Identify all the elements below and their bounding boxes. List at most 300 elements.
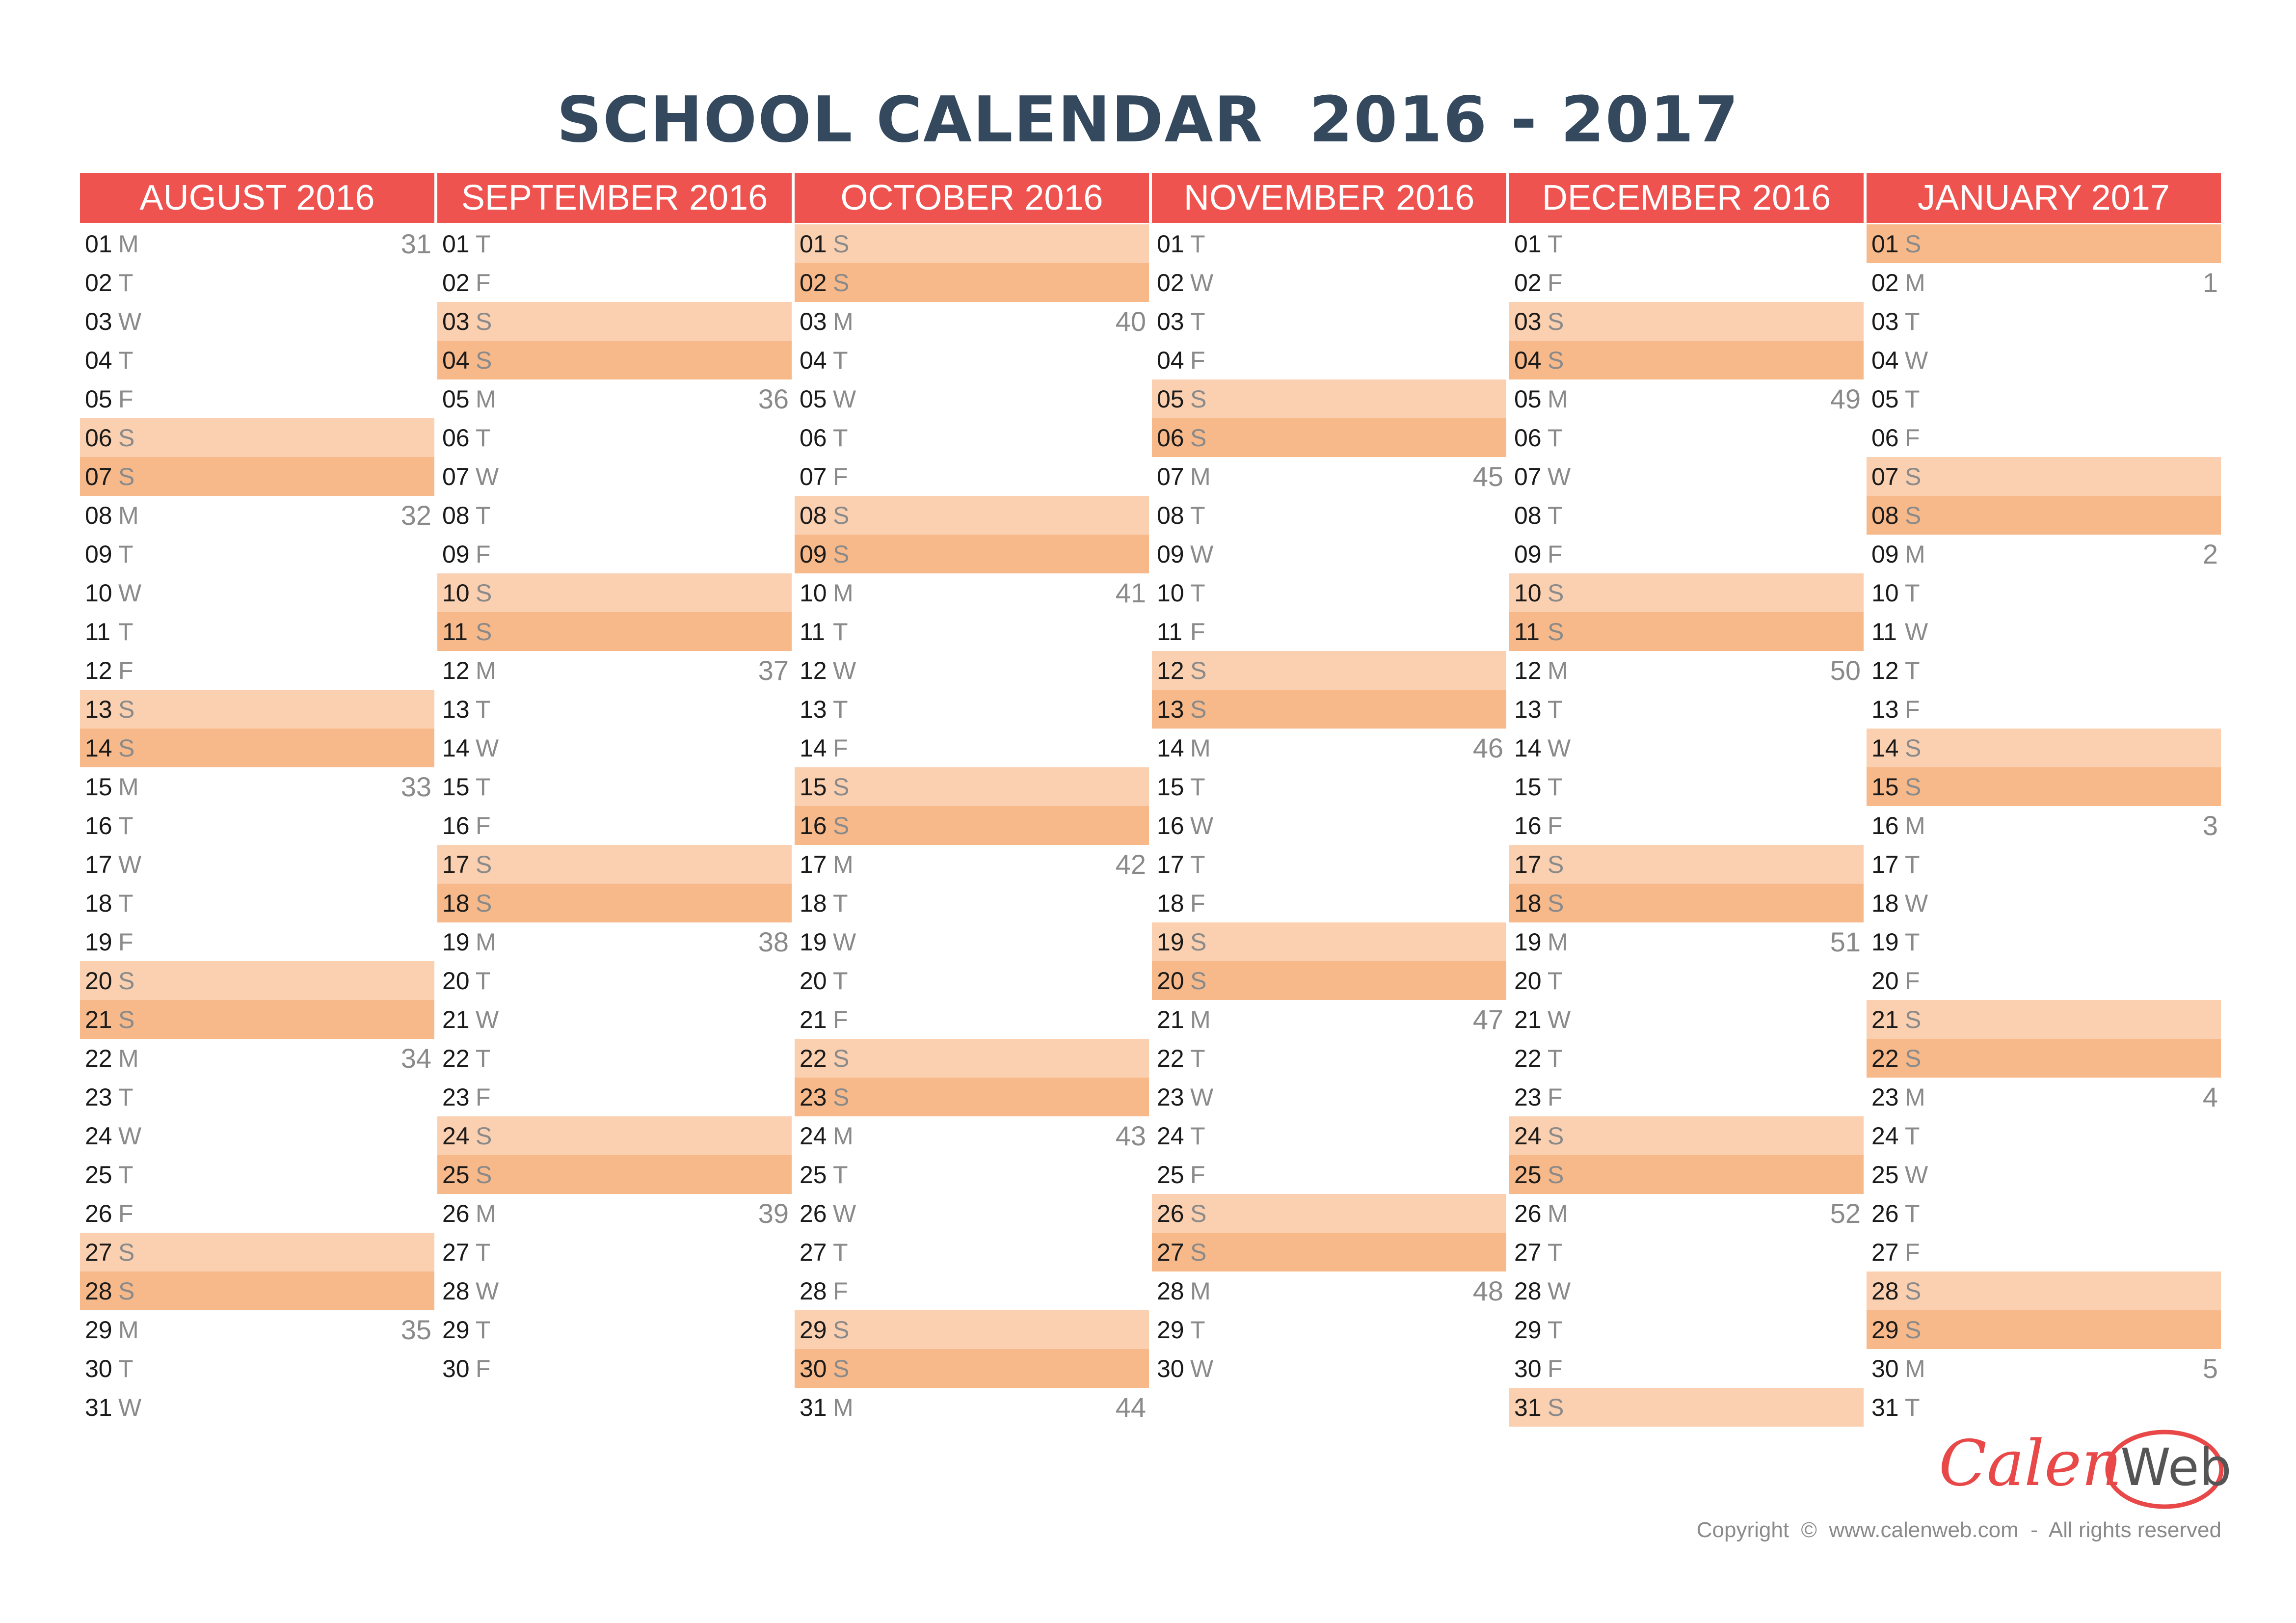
day-number: 06 xyxy=(1871,424,1899,452)
day-number: 07 xyxy=(442,462,470,490)
week-number: 43 xyxy=(1115,1120,1146,1151)
weekday-letter: T xyxy=(1190,1122,1205,1150)
week-number: 42 xyxy=(1115,849,1146,880)
month-column xyxy=(1867,173,2224,1427)
day-number: 30 xyxy=(85,1354,112,1382)
day-row xyxy=(437,845,792,884)
weekday-letter: S xyxy=(118,695,135,723)
day-number: 22 xyxy=(1157,1044,1184,1072)
day-row xyxy=(1152,884,1506,922)
day-number: 08 xyxy=(1514,501,1542,529)
day-number: 11 xyxy=(442,618,468,646)
weekday-letter: S xyxy=(833,1354,850,1382)
day-row xyxy=(1152,845,1506,884)
weekday-letter: S xyxy=(1190,1238,1207,1266)
day-row xyxy=(1509,1349,1864,1388)
weekday-letter: W xyxy=(118,307,142,335)
day-number: 04 xyxy=(1514,346,1542,374)
weekday-letter: W xyxy=(1548,462,1571,490)
weekday-letter: S xyxy=(1905,1316,1922,1344)
weekday-letter: T xyxy=(833,695,848,723)
day-number: 28 xyxy=(442,1277,470,1305)
day-number: 08 xyxy=(442,501,470,529)
day-number: 02 xyxy=(1871,269,1899,297)
day-number: 18 xyxy=(1871,889,1899,917)
day-row xyxy=(1152,263,1506,302)
day-row xyxy=(80,767,434,806)
day-row xyxy=(437,806,792,845)
weekday-letter: W xyxy=(833,1199,856,1227)
day-number: 04 xyxy=(1157,346,1184,374)
day-number: 17 xyxy=(85,850,112,878)
weekday-letter: T xyxy=(1190,579,1205,607)
day-number: 25 xyxy=(85,1161,112,1189)
day-number: 24 xyxy=(1514,1122,1542,1150)
weekday-letter: M xyxy=(833,1122,854,1150)
day-row xyxy=(1152,651,1506,690)
weekday-letter: T xyxy=(833,967,848,995)
day-number: 10 xyxy=(1514,579,1542,607)
day-row xyxy=(80,884,434,922)
weekday-letter: W xyxy=(1905,346,1928,374)
day-row xyxy=(1152,1349,1506,1388)
weekday-letter: M xyxy=(1905,1083,1925,1111)
day-number: 24 xyxy=(85,1122,112,1150)
day-number: 08 xyxy=(1157,501,1184,529)
day-row xyxy=(1152,1078,1506,1116)
weekday-letter: T xyxy=(1905,579,1920,607)
day-number: 26 xyxy=(800,1199,827,1227)
weekday-letter: F xyxy=(118,385,133,413)
day-row xyxy=(1152,457,1506,496)
day-number: 14 xyxy=(1871,734,1899,762)
day-number: 13 xyxy=(442,695,470,723)
day-number: 04 xyxy=(85,346,112,374)
day-row xyxy=(1867,341,2221,379)
weekday-letter: T xyxy=(476,424,491,452)
day-number: 11 xyxy=(1514,618,1540,646)
day-row xyxy=(1867,224,2221,263)
day-number: 30 xyxy=(442,1354,470,1382)
day-number: 01 xyxy=(1514,230,1542,258)
day-row xyxy=(437,651,792,690)
weekday-letter: S xyxy=(1905,1005,1922,1033)
day-row xyxy=(437,1116,792,1155)
day-row xyxy=(1509,1388,1864,1427)
weekday-letter: T xyxy=(118,1161,133,1189)
day-row xyxy=(1152,302,1506,341)
day-number: 02 xyxy=(85,269,112,297)
weekday-letter: T xyxy=(1548,967,1563,995)
day-row xyxy=(795,1039,1149,1078)
day-row xyxy=(1152,1116,1506,1155)
week-number: 1 xyxy=(2202,267,2218,298)
day-number: 30 xyxy=(1157,1354,1184,1382)
day-number: 24 xyxy=(1157,1122,1184,1150)
day-number: 25 xyxy=(1157,1161,1184,1189)
weekday-letter: S xyxy=(1548,307,1564,335)
weekday-letter: M xyxy=(476,1199,496,1227)
day-row xyxy=(795,418,1149,457)
day-number: 25 xyxy=(1514,1161,1542,1189)
day-row xyxy=(1509,729,1864,767)
day-number: 07 xyxy=(1514,462,1542,490)
day-row xyxy=(1152,767,1506,806)
weekday-letter: S xyxy=(1548,889,1564,917)
day-number: 26 xyxy=(1514,1199,1542,1227)
day-number: 09 xyxy=(800,540,827,568)
weekday-letter: F xyxy=(1548,812,1563,839)
weekday-letter: S xyxy=(476,889,492,917)
month-column xyxy=(80,173,437,1427)
day-row xyxy=(1509,1116,1864,1155)
weekday-letter: T xyxy=(1190,850,1205,878)
day-number: 05 xyxy=(1871,385,1899,413)
weekday-letter: T xyxy=(833,889,848,917)
day-number: 26 xyxy=(1871,1199,1899,1227)
day-row xyxy=(437,263,792,302)
day-number: 17 xyxy=(1157,850,1184,878)
weekday-letter: M xyxy=(1548,385,1568,413)
weekday-letter: T xyxy=(833,424,848,452)
day-number: 21 xyxy=(442,1005,470,1033)
day-number: 01 xyxy=(85,230,112,258)
day-row xyxy=(795,1388,1149,1427)
day-number: 02 xyxy=(1157,269,1184,297)
day-row xyxy=(1867,457,2221,496)
weekday-letter: W xyxy=(118,579,142,607)
day-number: 23 xyxy=(800,1083,827,1111)
weekday-letter: T xyxy=(1905,1122,1920,1150)
weekday-letter: W xyxy=(476,1005,499,1033)
day-number: 15 xyxy=(1514,773,1542,801)
day-number: 31 xyxy=(1871,1393,1899,1421)
day-number: 14 xyxy=(1514,734,1542,762)
weekday-letter: W xyxy=(833,656,856,684)
day-number: 12 xyxy=(1157,656,1184,684)
day-number: 05 xyxy=(800,385,827,413)
month-column xyxy=(1509,173,1867,1427)
day-row xyxy=(80,690,434,729)
day-row xyxy=(1152,496,1506,535)
day-row xyxy=(1867,496,2221,535)
weekday-letter: M xyxy=(476,928,496,956)
day-number: 20 xyxy=(1871,967,1899,995)
day-number: 10 xyxy=(442,579,470,607)
day-row xyxy=(80,573,434,612)
week-number: 50 xyxy=(1830,655,1861,686)
day-row xyxy=(1509,418,1864,457)
weekday-letter: F xyxy=(476,540,491,568)
weekday-letter: F xyxy=(118,656,133,684)
day-row xyxy=(1867,535,2221,573)
day-number: 22 xyxy=(800,1044,827,1072)
day-number: 03 xyxy=(800,307,827,335)
weekday-letter: T xyxy=(476,695,491,723)
day-number: 19 xyxy=(1871,928,1899,956)
day-number: 01 xyxy=(442,230,470,258)
day-number: 29 xyxy=(1514,1316,1542,1344)
weekday-letter: M xyxy=(1905,540,1925,568)
day-number: 09 xyxy=(85,540,112,568)
day-list xyxy=(1152,223,1509,1388)
day-row xyxy=(437,1078,792,1116)
day-row xyxy=(795,612,1149,651)
day-number: 13 xyxy=(1157,695,1184,723)
weekday-letter: W xyxy=(118,1393,142,1421)
day-number: 19 xyxy=(1514,928,1542,956)
week-number: 34 xyxy=(400,1043,431,1074)
weekday-letter: S xyxy=(1548,1393,1564,1421)
day-row xyxy=(437,767,792,806)
day-number: 09 xyxy=(1157,540,1184,568)
weekday-letter: T xyxy=(1905,1199,1920,1227)
day-number: 03 xyxy=(1157,307,1184,335)
weekday-letter: S xyxy=(1190,695,1207,723)
day-row xyxy=(1867,1078,2221,1116)
day-number: 27 xyxy=(442,1238,470,1266)
weekday-letter: F xyxy=(833,1277,848,1305)
day-number: 08 xyxy=(1871,501,1899,529)
day-number: 23 xyxy=(1157,1083,1184,1111)
weekday-letter: S xyxy=(1190,967,1207,995)
weekday-letter: M xyxy=(476,656,496,684)
weekday-letter: S xyxy=(118,462,135,490)
month-column xyxy=(795,173,1152,1427)
day-number: 18 xyxy=(442,889,470,917)
day-number: 11 xyxy=(1157,618,1182,646)
day-row xyxy=(80,302,434,341)
day-list xyxy=(1867,223,2224,1427)
weekday-letter: T xyxy=(118,1083,133,1111)
weekday-letter: M xyxy=(118,501,139,529)
weekday-letter: M xyxy=(1190,734,1211,762)
weekday-letter: M xyxy=(833,1393,854,1421)
day-row xyxy=(437,418,792,457)
day-row xyxy=(437,922,792,961)
day-number: 24 xyxy=(1871,1122,1899,1150)
day-number: 28 xyxy=(1871,1277,1899,1305)
day-row xyxy=(80,1271,434,1310)
weekday-letter: W xyxy=(1905,889,1928,917)
weekday-letter: T xyxy=(1548,501,1563,529)
day-number: 07 xyxy=(800,462,827,490)
day-row xyxy=(795,535,1149,573)
weekday-letter: T xyxy=(1548,1316,1563,1344)
weekday-letter: M xyxy=(1190,462,1211,490)
day-number: 21 xyxy=(800,1005,827,1033)
day-number: 03 xyxy=(1514,307,1542,335)
week-number: 36 xyxy=(758,383,789,414)
day-row xyxy=(437,535,792,573)
day-number: 18 xyxy=(1157,889,1184,917)
day-number: 13 xyxy=(800,695,827,723)
day-row xyxy=(437,690,792,729)
weekday-letter: S xyxy=(1905,734,1922,762)
day-row xyxy=(795,1155,1149,1194)
weekday-letter: F xyxy=(1190,1161,1205,1189)
day-number: 15 xyxy=(85,773,112,801)
day-row xyxy=(1152,961,1506,1000)
weekday-letter: W xyxy=(118,850,142,878)
day-number: 21 xyxy=(85,1005,112,1033)
day-number: 21 xyxy=(1514,1005,1542,1033)
logo-text-left: Calen xyxy=(1939,1427,2122,1500)
weekday-letter: F xyxy=(1905,424,1920,452)
week-number: 52 xyxy=(1830,1198,1861,1229)
day-number: 05 xyxy=(1157,385,1184,413)
day-number: 05 xyxy=(85,385,112,413)
day-row xyxy=(1867,379,2221,418)
weekday-letter: T xyxy=(1905,656,1920,684)
day-number: 20 xyxy=(442,967,470,995)
month-column xyxy=(1152,173,1509,1427)
weekday-letter: S xyxy=(1905,1277,1922,1305)
day-row xyxy=(437,573,792,612)
day-number: 12 xyxy=(800,656,827,684)
day-row xyxy=(1867,1194,2221,1233)
weekday-letter: S xyxy=(476,850,492,878)
week-number: 33 xyxy=(400,771,431,802)
day-number: 01 xyxy=(1871,230,1899,258)
day-row xyxy=(1867,1155,2221,1194)
day-number: 10 xyxy=(1157,579,1184,607)
day-number: 27 xyxy=(1514,1238,1542,1266)
weekday-letter: T xyxy=(833,1161,848,1189)
weekday-letter: S xyxy=(1905,462,1922,490)
day-row xyxy=(1867,922,2221,961)
weekday-letter: W xyxy=(1190,540,1214,568)
weekday-letter: S xyxy=(833,1044,850,1072)
day-row xyxy=(437,1039,792,1078)
day-number: 12 xyxy=(442,656,470,684)
day-number: 23 xyxy=(85,1083,112,1111)
weekday-letter: T xyxy=(833,346,848,374)
day-row xyxy=(80,845,434,884)
day-number: 23 xyxy=(1514,1083,1542,1111)
week-number: 39 xyxy=(758,1198,789,1229)
day-row xyxy=(80,418,434,457)
day-row xyxy=(795,1194,1149,1233)
day-row xyxy=(1152,573,1506,612)
day-number: 31 xyxy=(1514,1393,1542,1421)
weekday-letter: S xyxy=(118,967,135,995)
day-number: 22 xyxy=(85,1044,112,1072)
weekday-letter: S xyxy=(833,501,850,529)
day-row xyxy=(1867,767,2221,806)
weekday-letter: M xyxy=(118,230,139,258)
weekday-letter: T xyxy=(476,501,491,529)
weekday-letter: T xyxy=(1905,928,1920,956)
day-number: 06 xyxy=(1157,424,1184,452)
day-row xyxy=(1509,767,1864,806)
day-row xyxy=(1152,535,1506,573)
day-row xyxy=(437,1155,792,1194)
weekday-letter: T xyxy=(1548,695,1563,723)
week-number: 4 xyxy=(2202,1082,2218,1112)
day-row xyxy=(1867,1000,2221,1039)
day-number: 24 xyxy=(800,1122,827,1150)
weekday-letter: S xyxy=(118,424,135,452)
day-number: 07 xyxy=(1157,462,1184,490)
day-row xyxy=(1152,224,1506,263)
day-number: 27 xyxy=(800,1238,827,1266)
day-number: 06 xyxy=(442,424,470,452)
weekday-letter: T xyxy=(118,889,133,917)
day-row xyxy=(1152,806,1506,845)
day-row xyxy=(80,379,434,418)
weekday-letter: S xyxy=(476,307,492,335)
weekday-letter: T xyxy=(118,618,133,646)
day-row xyxy=(1152,418,1506,457)
month-header: SEPTEMBER 2016 xyxy=(437,173,792,223)
month-header: DECEMBER 2016 xyxy=(1509,173,1864,223)
day-row xyxy=(437,1310,792,1349)
day-row xyxy=(795,651,1149,690)
day-number: 16 xyxy=(1514,812,1542,839)
weekday-letter: S xyxy=(833,1083,850,1111)
weekday-letter: M xyxy=(1548,1199,1568,1227)
day-number: 28 xyxy=(1157,1277,1184,1305)
day-number: 26 xyxy=(85,1199,112,1227)
weekday-letter: T xyxy=(1905,307,1920,335)
day-number: 05 xyxy=(442,385,470,413)
weekday-letter: T xyxy=(1905,1393,1920,1421)
day-row xyxy=(80,1039,434,1078)
weekday-letter: S xyxy=(476,1122,492,1150)
day-number: 29 xyxy=(442,1316,470,1344)
weekday-letter: S xyxy=(118,1277,135,1305)
day-row xyxy=(1509,922,1864,961)
weekday-letter: M xyxy=(476,385,496,413)
weekday-letter: S xyxy=(118,734,135,762)
day-row xyxy=(1152,729,1506,767)
week-number: 32 xyxy=(400,500,431,531)
weekday-letter: T xyxy=(1190,1316,1205,1344)
weekday-letter: T xyxy=(1548,773,1563,801)
day-row xyxy=(437,729,792,767)
weekday-letter: S xyxy=(1190,424,1207,452)
day-number: 16 xyxy=(1157,812,1184,839)
day-number: 06 xyxy=(85,424,112,452)
day-number: 15 xyxy=(1157,773,1184,801)
month-header: OCTOBER 2016 xyxy=(795,173,1149,223)
weekday-letter: T xyxy=(1190,501,1205,529)
weekday-letter: F xyxy=(833,1005,848,1033)
day-row xyxy=(1509,884,1864,922)
weekday-letter: S xyxy=(833,230,850,258)
day-number: 28 xyxy=(85,1277,112,1305)
weekday-letter: T xyxy=(476,1316,491,1344)
day-row xyxy=(1509,1000,1864,1039)
day-number: 07 xyxy=(85,462,112,490)
weekday-letter: F xyxy=(833,734,848,762)
weekday-letter: S xyxy=(833,540,850,568)
weekday-letter: M xyxy=(118,1044,139,1072)
day-row xyxy=(80,1194,434,1233)
day-number: 26 xyxy=(1157,1199,1184,1227)
day-row xyxy=(795,263,1149,302)
day-number: 19 xyxy=(800,928,827,956)
weekday-letter: F xyxy=(1548,1083,1563,1111)
day-row xyxy=(437,961,792,1000)
day-row xyxy=(1152,1155,1506,1194)
weekday-letter: F xyxy=(1548,540,1563,568)
day-number: 15 xyxy=(1871,773,1899,801)
day-row xyxy=(80,496,434,535)
weekday-letter: M xyxy=(1905,1354,1925,1382)
weekday-letter: S xyxy=(1190,928,1207,956)
